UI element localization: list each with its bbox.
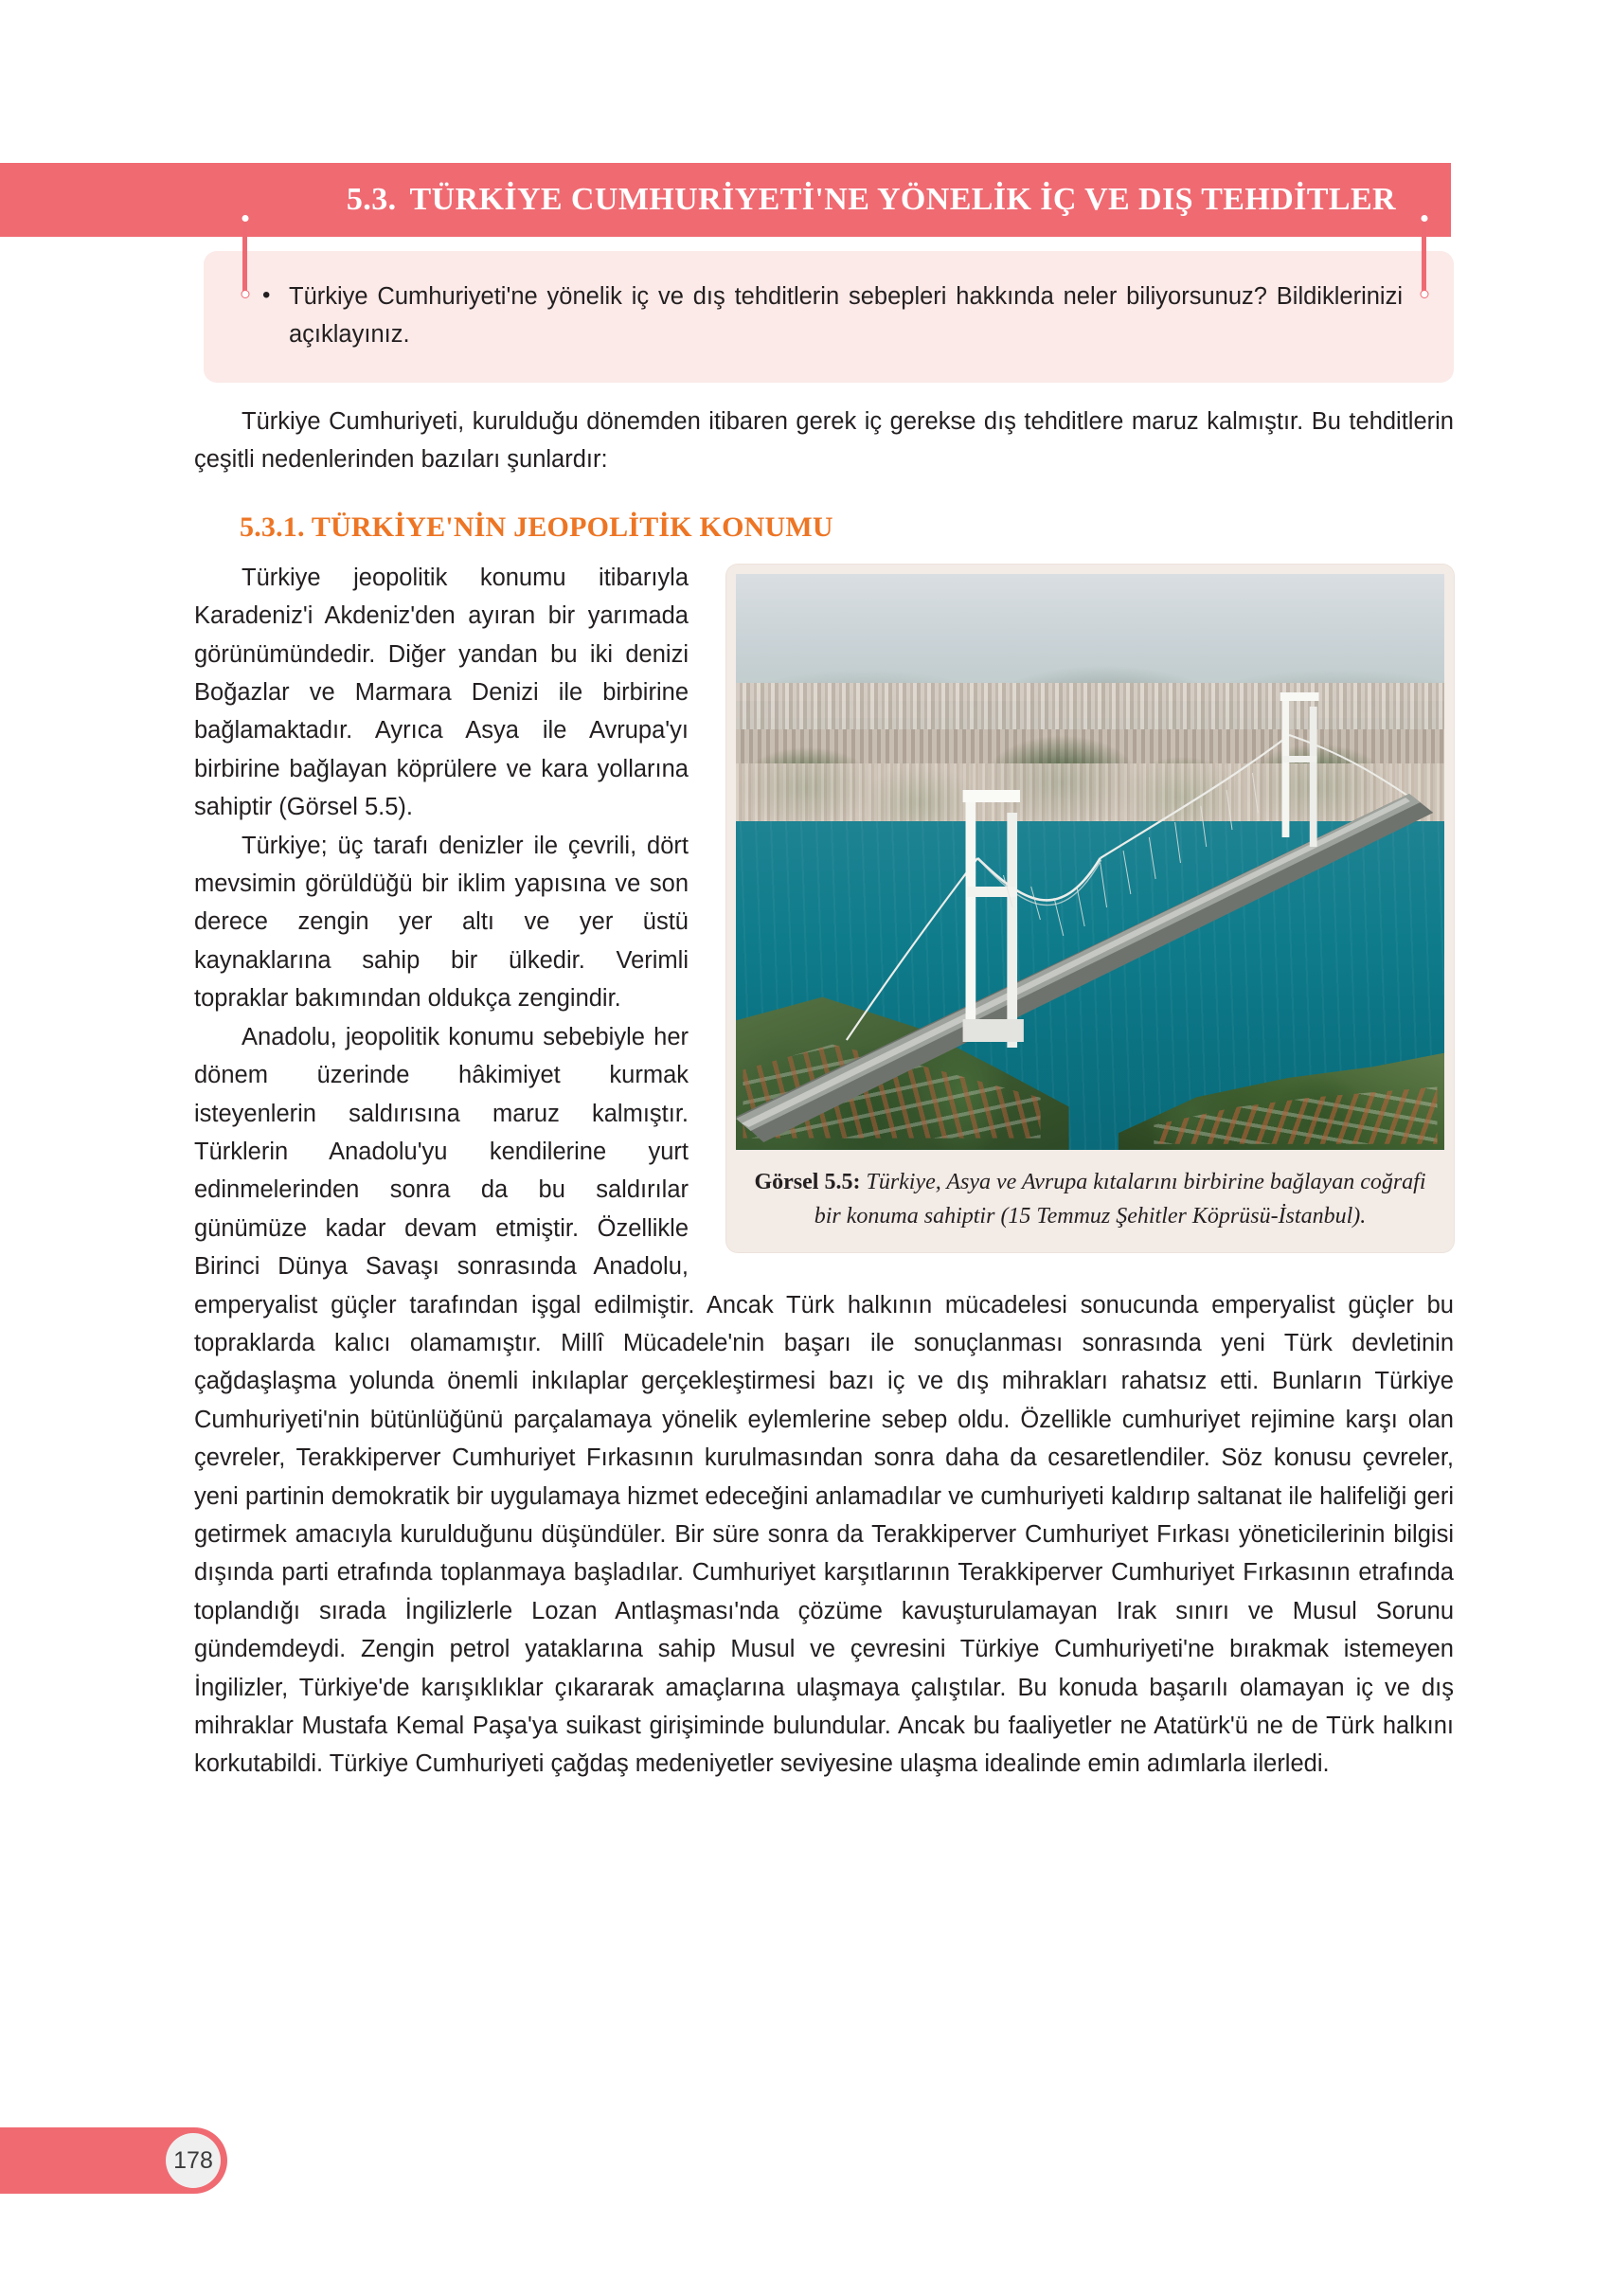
list-item [255,278,1403,354]
paragraph-1: Türkiye jeopolitik konumu itibarıyla Karadeniz'i Akdeniz'den ayıran bir yarımada görünümündedir. Diğer yandan bu iki denizi Boğazlar ve Marmara Denizi ile birbirine bağlamaktadır. Ayrıca Asya ile Avrupa'yı birbirine bağlayan köprülere ve kara yollarına sahiptir (Görsel 5.5). [194,564,689,821]
bridge-tower-near-base [963,1019,1024,1042]
bridge-tower-far-right-leg [1310,707,1317,847]
bridge-tower-near-crossbeam-top [963,790,1020,802]
lead-paragraph: Türkiye Cumhuriyeti, kurulduğu dönemden itibaren gerek iç gerekse dış tehditlere maruz kalmıştır. Bu tehditlerin çeşitli nedenlerinden bazıları şunlardır: [194,408,1454,474]
paragraph-3: Anadolu, jeopolitik konumu sebebiyle her dönem üzerinde hâkimiyet kurmak isteyenlerin saldırısına maruz kalmıştır. Türklerin Anadolu'yu kendilerine yurt edinmelerinden sonra da bu saldırılar günümüze kadar devam etmiştir. Özellikle Birinci Dünya Savaşı sonrasında Anadolu, emperyalist güçler tarafından işgal edilmiştir. Ancak Türk halkının mücadelesi sonucunda emperyalist güçler bu topraklarda kalıcı olamamıştır. Millî Mücadele'nin başarı ile sonuçlanması sonrasında yeni Türk devletinin çağdaşlaşma yolunda önemli inkılaplar gerçekleştirmesi bazı iç ve dış mihrakları rahatsız etti. Bunların Türkiye Cumhuriyeti'nin bütünlüğünü parçalamaya yönelik eylemlerine sebep oldu. Özellikle cumhuriyet rejimine karşı olan çevreler, Terakkiperver Cumhuriyet Fırkasının kurulmasından sonra daha da cesaretlendiler. Söz konusu çevreler, yeni partinin demokratik bir uygulamaya hizmet edeceğini anlamadılar ve cumhuriyeti kaldırıp saltanat ile halifeliği geri getirmek amacıyla kurulduğunu düşündüler. Bir süre sonra da Terakkiperver Cumhuriyet Fırkası yöneticilerinin bilgisi dışında parti etrafında toplanmaya başladılar. Cumhuriyet karşıtlarının Terakkiperver Cumhuriyet Fırkasının etrafında toplandığı sırada İngilizlerle Lozan Antlaşması'nda çözüme kavuşturulamayan Irak sınırı ve Musul Sorunu gündemdeydi. Zengin petrol yataklarına sahip Musul ve çevresini Türkiye Cumhuriyeti'ne bırakmak istemeyen İngilizler, Türkiye'de karışıklıklar çıkararak amaçlarına ulaşmaya çalıştılar. Bu konuda başarılı olamayan iç ve dış mihraklar Mustafa Kemal Paşa'ya suikast girişiminde bulundular. Ancak bu faaliyetler ne Atatürk'ü ne de Türk halkını korkutabildi. Türkiye Cumhuriyeti çağdaş medeniyetler seviyesine ulaşma idealinde emin adımlarla ilerledi. [194,1023,1454,1778]
figure-caption-label: Görsel 5.5: [754,1169,861,1194]
pin-connector-left [242,216,247,296]
photo-frame [726,565,1454,1156]
pin-connector-right [1422,216,1426,296]
page-content [194,403,1454,1784]
page-number-badge: 178 [166,2133,221,2188]
backstay-cable-far [1289,735,1423,806]
page-footer-bar [0,2127,227,2194]
intro-question-list [255,278,1403,354]
suspension-cable-far [1101,735,1290,858]
bridge-tower-near-left-leg [966,794,976,1032]
figure-gorsel-5-5 [726,565,1454,1252]
paragraph-2: Türkiye; üç tarafı denizler ile çevrili, dört mevsimin görüldüğü bir iklim yapısına ve son derece zengin yer altı ve yer üstü kaynaklarına sahip bir ülkedir. Verimli topraklar bakımından oldukça zengindir. [194,832,689,1013]
bridge-tower-far-crossbeam-mid [1283,756,1317,762]
figure-caption [726,1156,1454,1252]
intro-question-text: Türkiye Cumhuriyeti'ne yönelik iç ve dış tehditlerin sebepleri hakkında neler biliyorsunuz? Bildiklerinizi açıklayınız. [289,283,1403,349]
section-header-banner [0,163,1451,237]
bosphorus-bridge-photo [736,574,1444,1150]
bridge-tower-far-crossbeam-top [1280,692,1319,701]
intro-question-box [204,251,1454,383]
section-title-text: TÜRKİYE CUMHURİYETİ'NE YÖNELİK İÇ VE DIŞ TEHDİTLER [409,182,1396,217]
bridge-tower-far-left-leg [1282,695,1290,837]
bullet-icon: • [262,282,271,308]
subsection-heading: 5.3.1. TÜRKİYE'NİN JEOPOLİTİK KONUMU [240,511,833,543]
section-number: 5.3. [346,182,397,217]
figure-caption-text: Türkiye, Asya ve Avrupa kıtalarını birbirine bağlayan coğrafi bir konuma sahiptir (15 Temmuz Şehitler Köprüsü-İstanbul). [814,1169,1426,1229]
page-title [347,182,1396,218]
bridge-structure-overlay [736,574,1444,1150]
bridge-tower-near-right-leg [1007,813,1017,1048]
bridge-lane-markings [742,798,1410,1127]
